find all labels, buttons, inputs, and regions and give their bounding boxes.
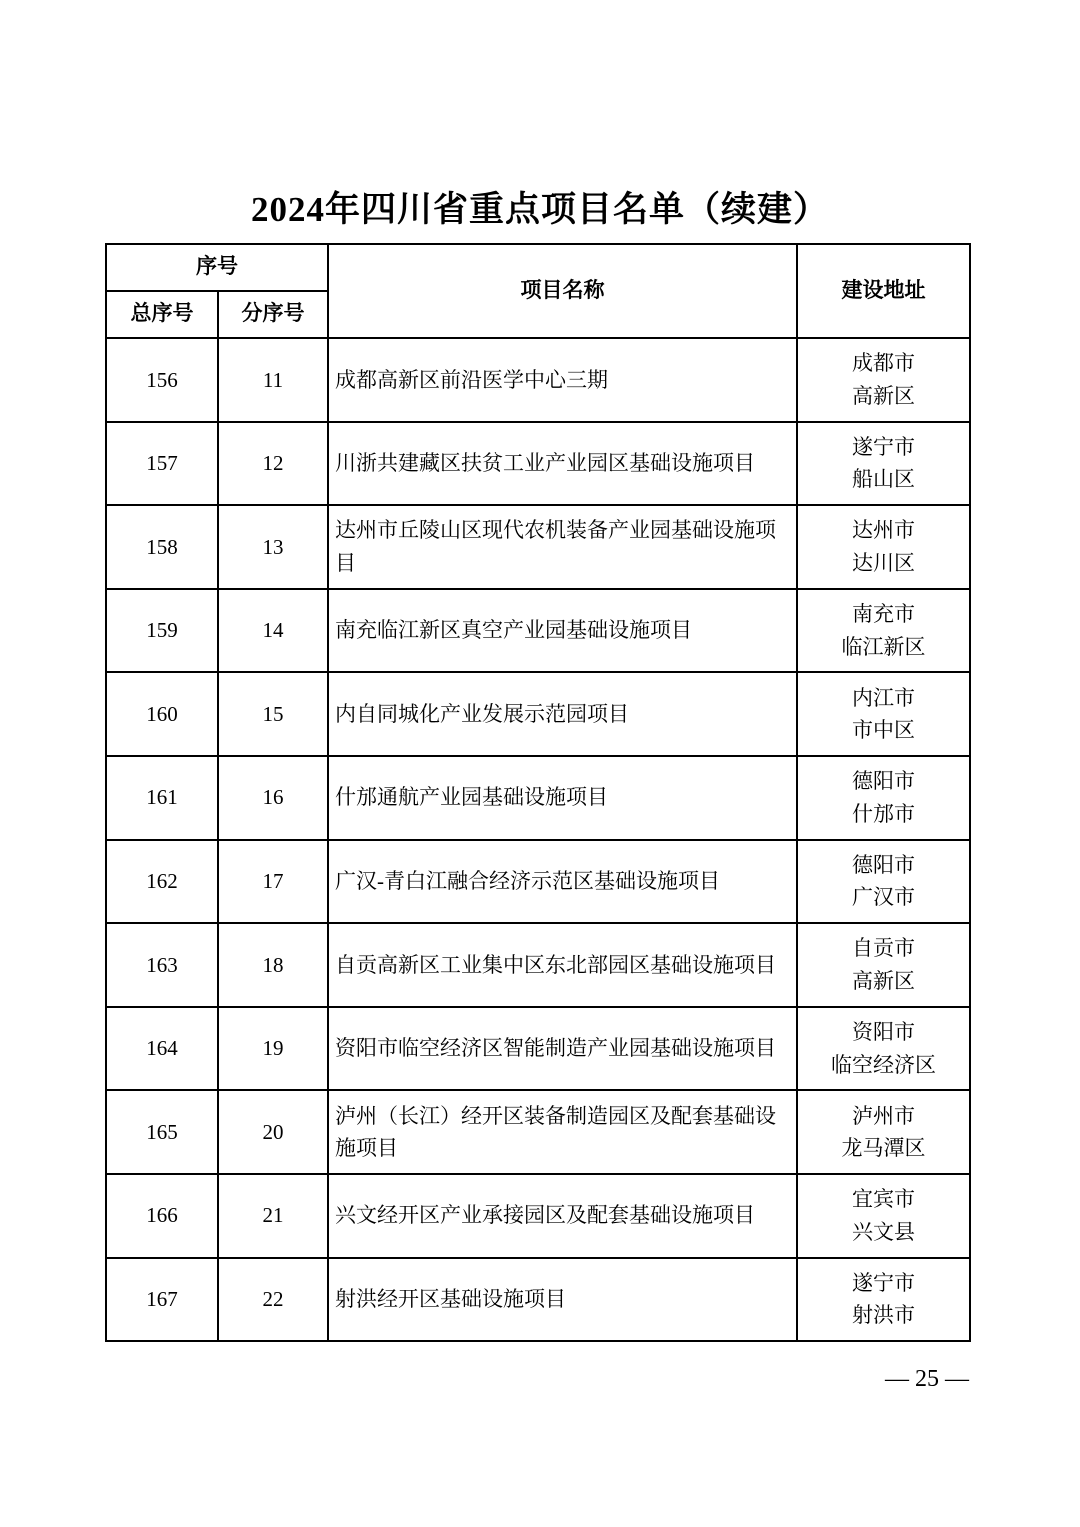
sub-serial-cell: 17 bbox=[218, 840, 328, 924]
total-serial-cell: 165 bbox=[106, 1090, 218, 1174]
sub-serial-cell: 22 bbox=[218, 1258, 328, 1342]
location-line-1: 达州市 bbox=[852, 518, 915, 543]
table-row bbox=[106, 422, 970, 506]
location-line-2: 广汉市 bbox=[852, 885, 915, 910]
location-line-2: 龙马潭区 bbox=[841, 1136, 926, 1161]
total-serial-cell: 159 bbox=[106, 589, 218, 673]
location-line-1: 成都市 bbox=[852, 351, 915, 376]
location-cell bbox=[797, 672, 970, 756]
total-serial-cell: 160 bbox=[106, 672, 218, 756]
sub-serial-cell: 13 bbox=[218, 505, 328, 589]
table-row bbox=[106, 672, 970, 756]
header-project-name: 项目名称 bbox=[328, 244, 797, 338]
location-line-1: 泸州市 bbox=[852, 1103, 915, 1128]
table-row bbox=[106, 1174, 970, 1258]
total-serial-cell: 161 bbox=[106, 756, 218, 840]
table-row bbox=[106, 338, 970, 422]
location-line-2: 临江新区 bbox=[841, 634, 926, 659]
table-row bbox=[106, 589, 970, 673]
table-body bbox=[106, 338, 970, 1341]
total-serial-cell: 166 bbox=[106, 1174, 218, 1258]
location-line-1: 资阳市 bbox=[852, 1020, 915, 1044]
location-cell bbox=[797, 923, 970, 1007]
page-title: 2024年四川省重点项目名单（续建） bbox=[250, 190, 829, 229]
table-row bbox=[106, 840, 970, 924]
location-line-1: 德阳市 bbox=[852, 852, 915, 877]
total-serial-cell: 157 bbox=[106, 422, 218, 506]
total-serial-cell: 163 bbox=[106, 923, 218, 1007]
table-row bbox=[106, 1258, 970, 1342]
total-serial-cell: 162 bbox=[106, 840, 218, 924]
project-name-cell: 兴文经开区产业承接园区及配套基础设施项目 bbox=[328, 1174, 797, 1258]
location-line-1: 南充市 bbox=[852, 602, 915, 627]
location-line-1: 内江市 bbox=[852, 685, 915, 710]
location-line-1: 宜宾市 bbox=[852, 1187, 915, 1212]
location-line-1: 遂宁市 bbox=[852, 1270, 915, 1295]
sub-serial-cell: 14 bbox=[218, 589, 328, 673]
location-line-2: 什邡市 bbox=[852, 801, 915, 826]
total-serial-cell: 156 bbox=[106, 338, 218, 422]
project-name-cell: 广汉-青白江融合经济示范区基础设施项目 bbox=[328, 840, 797, 924]
project-name-cell: 资阳市临空经济区智能制造产业园基础设施项目 bbox=[328, 1007, 797, 1091]
table-row bbox=[106, 1007, 970, 1091]
location-line-1: 德阳市 bbox=[852, 769, 915, 794]
total-serial-cell: 158 bbox=[106, 505, 218, 589]
total-serial-cell: 167 bbox=[106, 1258, 218, 1342]
location-cell bbox=[797, 422, 970, 506]
project-name-cell: 什邡通航产业园基础设施项目 bbox=[328, 756, 797, 840]
location-line-2: 市中区 bbox=[852, 718, 915, 743]
table-header bbox=[106, 244, 970, 338]
header-row-1 bbox=[106, 244, 970, 291]
sub-serial-cell: 16 bbox=[218, 756, 328, 840]
total-serial-cell: 164 bbox=[106, 1007, 218, 1091]
sub-serial-cell: 15 bbox=[218, 672, 328, 756]
location-cell bbox=[797, 338, 970, 422]
location-line-2: 达川区 bbox=[852, 550, 915, 575]
location-line-1: 自贡市 bbox=[852, 936, 915, 961]
location-line-2: 兴文县 bbox=[852, 1219, 915, 1244]
project-name-cell: 成都高新区前沿医学中心三期 bbox=[328, 338, 797, 422]
header-serial-group: 序号 bbox=[106, 244, 328, 291]
table-row bbox=[106, 505, 970, 589]
header-total-serial: 总序号 bbox=[106, 291, 218, 338]
sub-serial-cell: 19 bbox=[218, 1007, 328, 1091]
project-name-cell: 川浙共建藏区扶贫工业产业园区基础设施项目 bbox=[328, 422, 797, 506]
location-cell bbox=[797, 589, 970, 673]
table-row bbox=[106, 756, 970, 840]
project-name-cell: 自贡高新区工业集中区东北部园区基础设施项目 bbox=[328, 923, 797, 1007]
table-row bbox=[106, 923, 970, 1007]
location-cell bbox=[797, 1258, 970, 1342]
location-line-2: 临空经济区 bbox=[831, 1052, 936, 1077]
location-line-2: 高新区 bbox=[852, 968, 915, 993]
project-name-cell: 内自同城化产业发展示范园项目 bbox=[328, 672, 797, 756]
sub-serial-cell: 21 bbox=[218, 1174, 328, 1258]
sub-serial-cell: 20 bbox=[218, 1090, 328, 1174]
location-line-2: 射洪市 bbox=[852, 1303, 915, 1328]
location-line-2: 船山区 bbox=[852, 467, 915, 492]
project-name-cell: 达州市丘陵山区现代农机装备产业园基础设施项目 bbox=[328, 505, 797, 589]
sub-serial-cell: 18 bbox=[218, 923, 328, 1007]
sub-serial-cell: 11 bbox=[218, 338, 328, 422]
sub-serial-cell: 12 bbox=[218, 422, 328, 506]
location-line-1: 遂宁市 bbox=[852, 434, 915, 459]
location-cell bbox=[797, 1090, 970, 1174]
project-name-cell: 南充临江新区真空产业园基础设施项目 bbox=[328, 589, 797, 673]
location-cell bbox=[797, 1007, 970, 1091]
project-name-cell: 泸州（长江）经开区装备制造园区及配套基础设施项目 bbox=[328, 1090, 797, 1174]
table-row bbox=[106, 1090, 970, 1174]
location-cell bbox=[797, 840, 970, 924]
location-cell bbox=[797, 505, 970, 589]
location-cell bbox=[797, 1174, 970, 1258]
projects-table bbox=[105, 243, 971, 1342]
project-name-cell: 射洪经开区基础设施项目 bbox=[328, 1258, 797, 1342]
location-cell bbox=[797, 756, 970, 840]
header-location: 建设地址 bbox=[797, 244, 970, 338]
location-line-2: 高新区 bbox=[852, 383, 915, 408]
header-sub-serial: 分序号 bbox=[218, 291, 328, 338]
page-number: — 25 — bbox=[885, 1366, 969, 1392]
